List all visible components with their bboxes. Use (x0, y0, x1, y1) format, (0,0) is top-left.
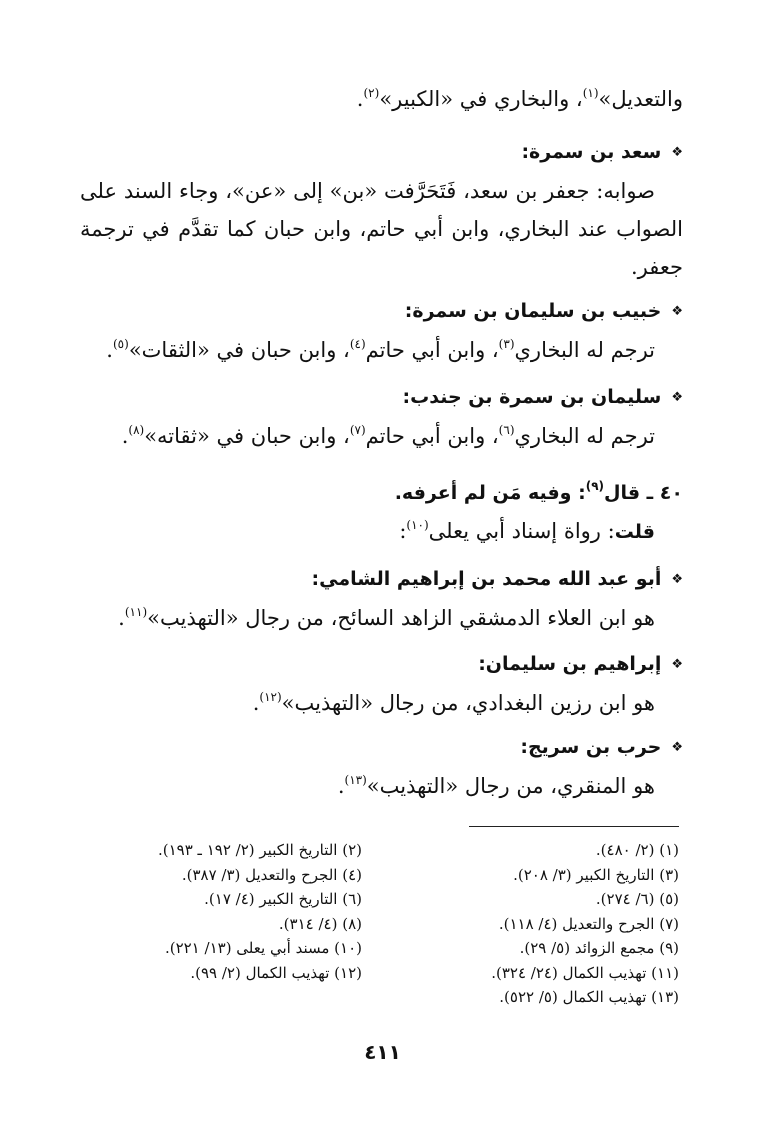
footnote: (٣) التاريخ الكبير (٣/ ٢٠٨). (513, 865, 679, 884)
footnote-ref[interactable]: (٩) (585, 479, 604, 493)
footnote: (١٢) تهذيب الكمال (٢/ ٩٩). (190, 963, 362, 982)
footnotes-left-column (158, 838, 362, 985)
footnote-ref[interactable]: (٥) (112, 337, 129, 351)
footnote: (٧) الجرح والتعديل (٤/ ١١٨). (498, 914, 679, 933)
entry-heading: حرب بن سريج: (520, 736, 662, 758)
footnote: (١١) تهذيب الكمال (٢٤/ ٣٢٤). (491, 963, 679, 982)
entry-heading: سليمان بن سمرة بن جندب: (402, 386, 662, 408)
entry-paragraph: ترجم له البخاري$^{(٣)}$، وابن أبي حاتم$^{(٤)}$، وابن حبان في «الثقات»$^{(٥)}$. (106, 337, 655, 362)
footnote-ref[interactable]: (١٠) (406, 518, 429, 532)
footnote-ref[interactable]: (١) (582, 86, 599, 100)
footnote-ref[interactable]: (١١) (124, 605, 148, 619)
diamond-bullet-icon: ❖ (671, 145, 683, 160)
footnote: (٤) الجرح والتعديل (٣/ ٣٨٧). (181, 865, 362, 884)
footnote: (١٣) تهذيب الكمال (٥/ ٥٢٢). (499, 988, 679, 1006)
diamond-bullet-icon: ❖ (671, 740, 683, 755)
entry-sulaiman (80, 378, 683, 455)
footnote: (٩) مجمع الزوائد (٥/ ٢٩). (519, 939, 679, 957)
entry-abu-abdullah (80, 560, 683, 637)
footnotes-right-column (491, 838, 679, 1010)
entry-ibrahim (80, 645, 683, 722)
entry-heading: سعد بن سمرة: (521, 141, 662, 163)
entry-paragraph: قلت: رواة إسناد أبي يعلى$^{(١٠)}$: (399, 518, 655, 543)
entry-40: ٤٠ ـ قال$^{(٩)}$: وفيه مَن لم أعرفه. قلت: رواة إسناد أبي يعلى$^{(١٠)}$: (80, 474, 683, 551)
page-number: ٤١١ (364, 1040, 401, 1064)
footnote-ref[interactable]: (٢) (363, 86, 380, 100)
footnote-ref[interactable]: (٨) (128, 423, 145, 437)
footnote-ref[interactable]: (١٢) (259, 690, 282, 704)
text: والتعديل» (598, 87, 683, 111)
footnote-ref[interactable]: (٧) (349, 423, 366, 437)
footnote: (١) (٢/ ٤٨٠). (595, 841, 679, 859)
footnote: (٢) التاريخ الكبير (٢/ ١٩٢ ـ ١٩٣). (157, 841, 362, 859)
footnote-ref[interactable]: (٤) (349, 337, 366, 351)
entry-heading: إبراهيم بن سليمان: (478, 653, 662, 675)
diamond-bullet-icon: ❖ (671, 304, 683, 319)
entry-harb (80, 728, 683, 805)
text: . (356, 87, 364, 111)
footnote-ref[interactable]: (٣) (498, 337, 515, 351)
footnote: (١٠) مسند أبي يعلى (١٣/ ٢٢١). (164, 939, 362, 957)
text: ، والبخاري في «الكبير» (379, 87, 583, 111)
diamond-bullet-icon: ❖ (671, 657, 683, 672)
entry-paragraph: هو ابن العلاء الدمشقي الزاهد السائح، من رجال «التهذيب»$^{(١١)}$. (118, 605, 655, 630)
diamond-bullet-icon: ❖ (671, 390, 683, 405)
footnote-ref[interactable]: (١٣) (344, 773, 367, 787)
entry-heading: خبيب بن سليمان بن سمرة: (404, 300, 662, 322)
diamond-bullet-icon: ❖ (671, 572, 683, 587)
footnote: (٦) التاريخ الكبير (٤/ ١٧). (204, 890, 362, 908)
continuation-paragraph (80, 80, 683, 118)
entry-paragraph: ترجم له البخاري$^{(٦)}$، وابن أبي حاتم$^{(٧)}$، وابن حبان في «ثقاته»$^{(٨)}$. (121, 423, 655, 448)
entry-paragraph: صوابه: جعفر بن سعد، فَتَحَرَّفت «بن» إلى «عن»، وجاء السند على الصواب عند البخاري، وابن أبي حاتم، وابن حبان كما تقدَّم في ترجمة جعفر. (80, 179, 684, 279)
entry-khubaib (80, 292, 683, 369)
entry-saad (80, 133, 683, 286)
footnote-divider (469, 826, 679, 827)
entry-paragraph: هو ابن رزين البغدادي، من رجال «التهذيب»$^{(١٢)}$. (252, 690, 655, 715)
entry-heading: أبو عبد الله محمد بن إبراهيم الشامي: (311, 568, 662, 590)
footnote-ref[interactable]: (٦) (498, 423, 515, 437)
entry-paragraph: هو المنقري، من رجال «التهذيب»$^{(١٣)}$. (337, 773, 655, 798)
footnote: (٨) (٤/ ٣١٤). (278, 914, 362, 933)
footnote: (٥) (٦/ ٢٧٤). (595, 890, 679, 908)
